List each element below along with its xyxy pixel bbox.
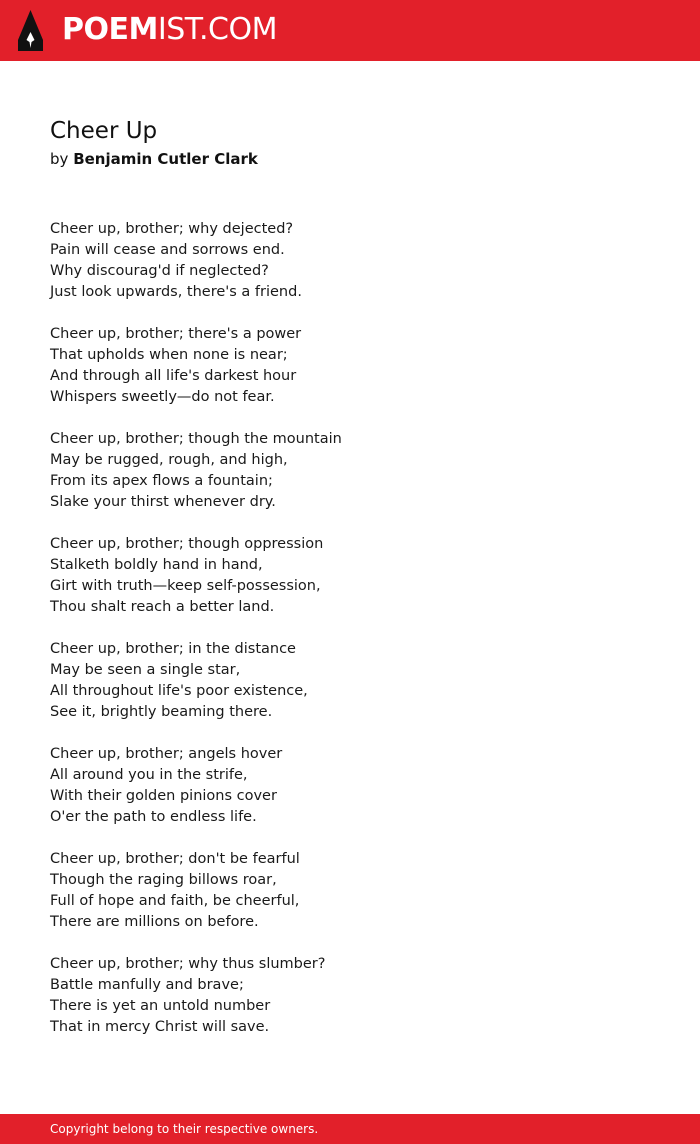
- poem-line: Cheer up, brother; don't be fearful: [50, 851, 300, 867]
- poem-stanza: [50, 429, 650, 513]
- poem-line: Girt with truth—keep self-possession,: [50, 578, 321, 594]
- poem-line: That upholds when none is near;: [50, 347, 288, 363]
- copyright-notice: Copyright belong to their respective owners.: [50, 1122, 319, 1136]
- poem-line: All around you in the strife,: [50, 767, 248, 783]
- poem-line: Though the raging billows roar,: [50, 872, 277, 888]
- poem-stanza: [50, 639, 650, 723]
- poem-stanza: [50, 954, 650, 1038]
- site-footer: [0, 1114, 700, 1144]
- poem-line: Stalketh boldly hand in hand,: [50, 557, 263, 573]
- poem-stanza: [50, 849, 650, 933]
- poem-line: There are millions on before.: [50, 914, 259, 930]
- poem-line: Slake your thirst whenever dry.: [50, 494, 276, 510]
- poem-stanza: [50, 744, 650, 828]
- poem-stanza: [50, 324, 650, 408]
- site-header: [0, 0, 700, 61]
- poem-line: May be seen a single star,: [50, 662, 241, 678]
- poem-title: Cheer Up: [50, 118, 158, 144]
- byline-prefix: by: [50, 150, 69, 168]
- poem-line: Cheer up, brother; there's a power: [50, 326, 302, 342]
- poem-line: Cheer up, brother; why dejected?: [50, 221, 294, 237]
- poem-line: There is yet an untold number: [50, 998, 271, 1014]
- poem-stanza: [50, 219, 650, 303]
- pencil-tip-icon[interactable]: [18, 10, 43, 51]
- poem-line: Full of hope and faith, be cheerful,: [50, 893, 300, 909]
- poem-line: Pain will cease and sorrows end.: [50, 242, 285, 258]
- poem-line: See it, brightly beaming there.: [50, 704, 273, 720]
- poem-stanza: [50, 534, 650, 618]
- author-name[interactable]: Benjamin Cutler Clark: [73, 150, 258, 168]
- poem-line: Cheer up, brother; in the distance: [50, 641, 296, 657]
- poem-byline: [50, 148, 258, 170]
- poem-line: Whispers sweetly—do not fear.: [50, 389, 275, 405]
- poem-line: With their golden pinions cover: [50, 788, 277, 804]
- poem-body: [50, 219, 650, 1059]
- logo-text-light: IST.COM: [157, 12, 277, 47]
- poem-line: Battle manfully and brave;: [50, 977, 244, 993]
- poem-line: Thou shalt reach a better land.: [50, 599, 275, 615]
- poem-line: That in mercy Christ will save.: [50, 1019, 270, 1035]
- poem-line: Cheer up, brother; why thus slumber?: [50, 956, 326, 972]
- poem-line: Cheer up, brother; though the mountain: [50, 431, 342, 447]
- poem-line: All throughout life's poor existence,: [50, 683, 308, 699]
- poem-line: O'er the path to endless life.: [50, 809, 257, 825]
- site-logo[interactable]: [62, 12, 277, 48]
- poem-line: From its apex flows a fountain;: [50, 473, 273, 489]
- poem-line: Cheer up, brother; though oppression: [50, 536, 324, 552]
- poem-line: May be rugged, rough, and high,: [50, 452, 288, 468]
- poem-line: Why discourag'd if neglected?: [50, 263, 269, 279]
- logo-text-bold: POEM: [62, 12, 158, 47]
- poem-line: Just look upwards, there's a friend.: [50, 284, 302, 300]
- poem-line: And through all life's darkest hour: [50, 368, 297, 384]
- poem-line: Cheer up, brother; angels hover: [50, 746, 283, 762]
